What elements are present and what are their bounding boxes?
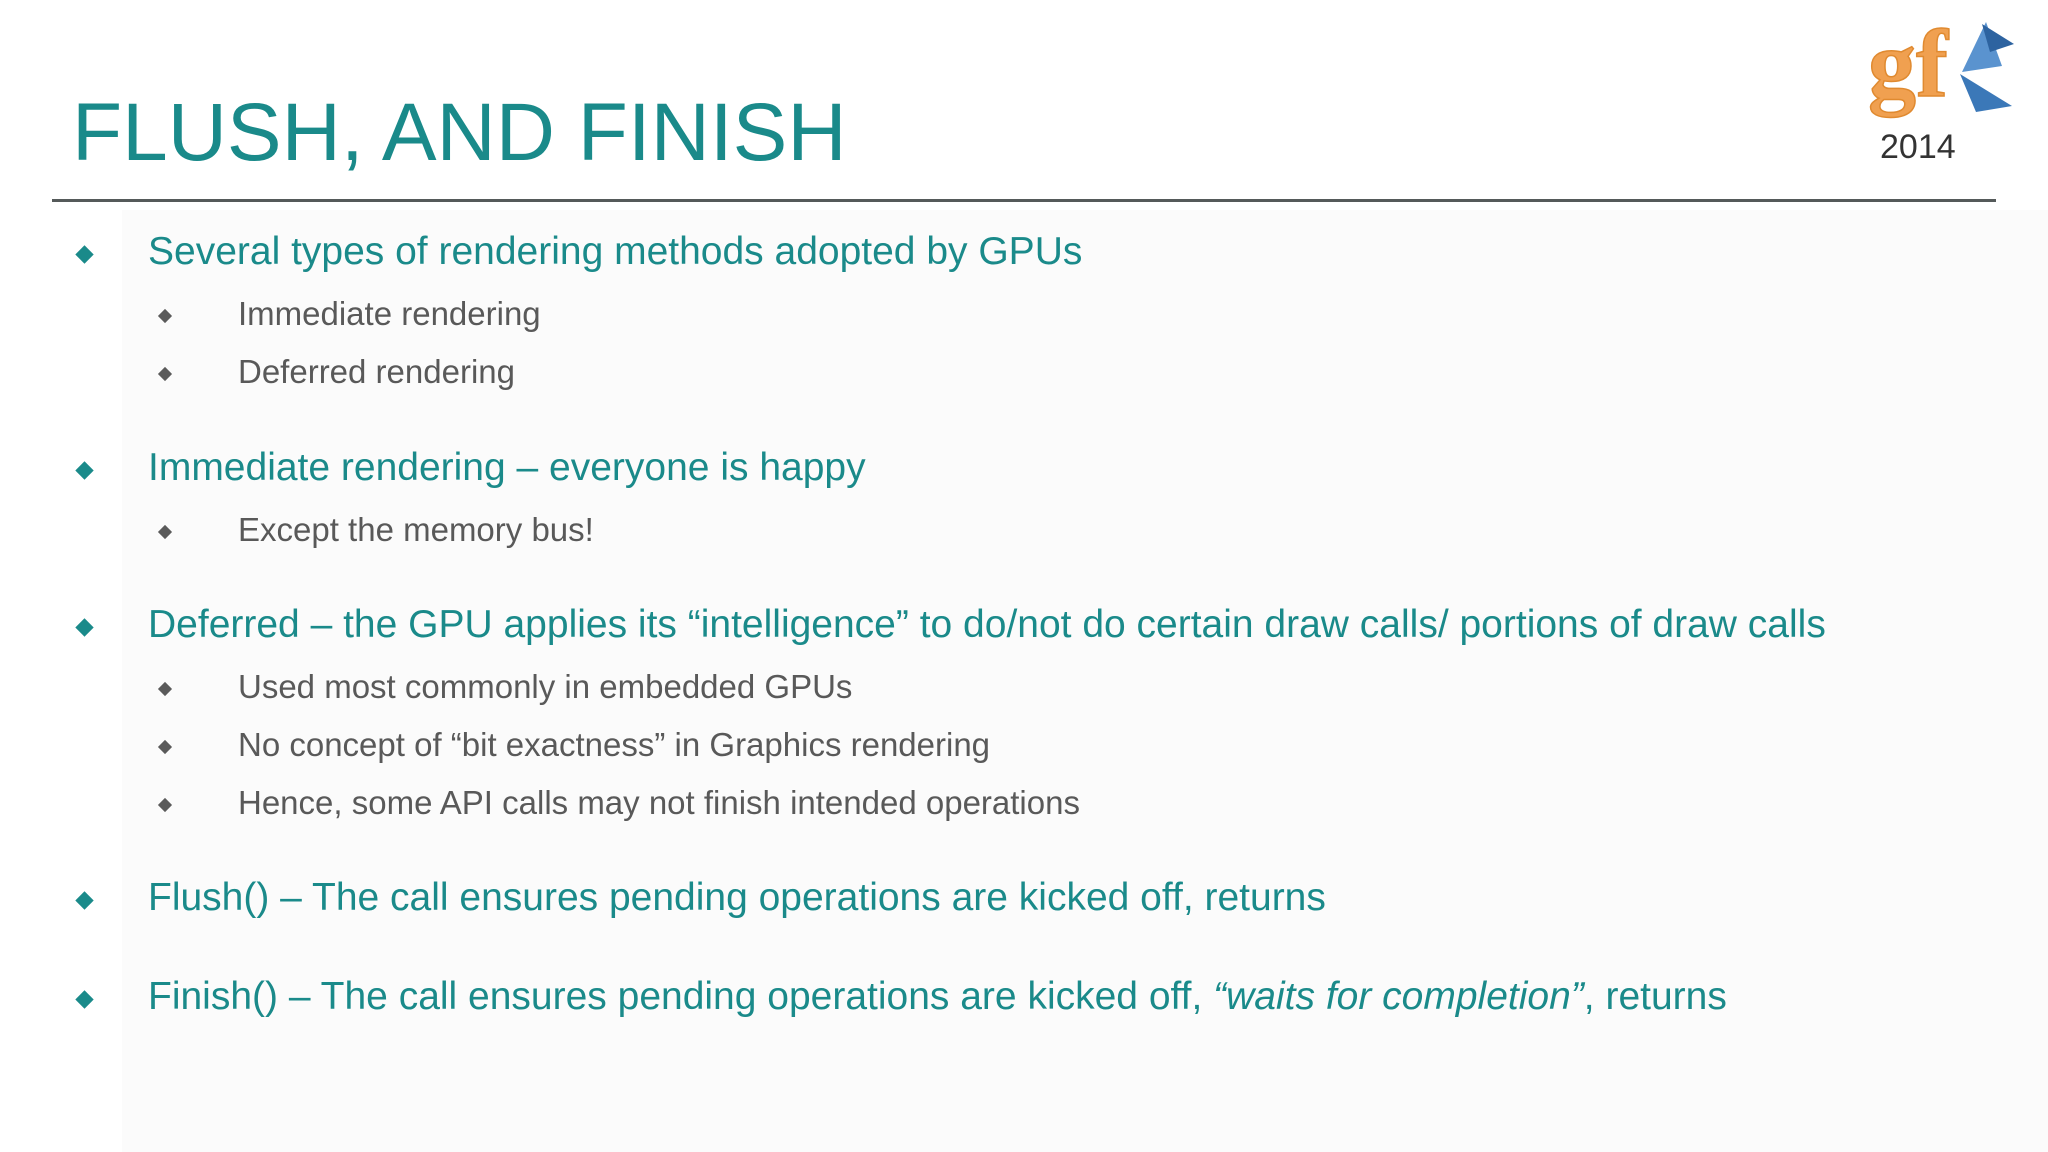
diamond-bullet-icon (75, 891, 93, 909)
diamond-bullet-icon (75, 461, 93, 479)
sub-bullet-item (238, 784, 1080, 822)
sub-bullet-text: Used most commonly in embedded GPUs (238, 668, 853, 705)
sub-bullet-text: No concept of “bit exactness” in Graphics rendering (238, 726, 991, 763)
bullet-text-emphasis: “waits for completion” (1213, 975, 1584, 1018)
bullet-item (148, 230, 1082, 274)
logo-text: gf (1868, 14, 1948, 117)
diamond-bullet-icon (75, 245, 93, 263)
bullet-item (148, 876, 1326, 920)
sub-bullet-text: Hence, some API calls may not finish intended operations (238, 784, 1080, 821)
diamond-bullet-icon (75, 990, 93, 1008)
bullet-item (148, 603, 1826, 647)
bullet-text-start: Finish() – The call ensures pending operations are kicked off, (148, 975, 1214, 1018)
title-divider (52, 199, 1996, 202)
bullet-item (148, 446, 866, 490)
gfx-logo-icon (1868, 14, 2018, 126)
logo-year: 2014 (1880, 128, 1956, 166)
bullet-text: Immediate rendering – everyone is happy (148, 446, 866, 489)
bullet-text: Several types of rendering methods adopted by GPUs (148, 230, 1083, 273)
sub-bullet-item (238, 295, 541, 333)
sub-bullet-text: Immediate rendering (238, 295, 541, 332)
bullet-text: Deferred – the GPU applies its “intelligence” to do/not do certain draw calls/ portions of draw calls (148, 603, 1826, 646)
bullet-text: Flush() – The call ensures pending operations are kicked off, returns (148, 876, 1326, 919)
sub-bullet-item (238, 511, 594, 549)
sub-bullet-text: Except the memory bus! (238, 511, 594, 548)
slide-title: FLUSH, AND FINISH (72, 87, 847, 178)
bullet-item (148, 975, 1727, 1019)
sub-bullet-text: Deferred rendering (238, 353, 515, 390)
bullet-text-end: , returns (1583, 975, 1727, 1018)
diamond-bullet-icon (75, 618, 93, 636)
sub-bullet-item (238, 726, 990, 764)
sub-bullet-item (238, 668, 852, 706)
sub-bullet-item (238, 353, 515, 391)
